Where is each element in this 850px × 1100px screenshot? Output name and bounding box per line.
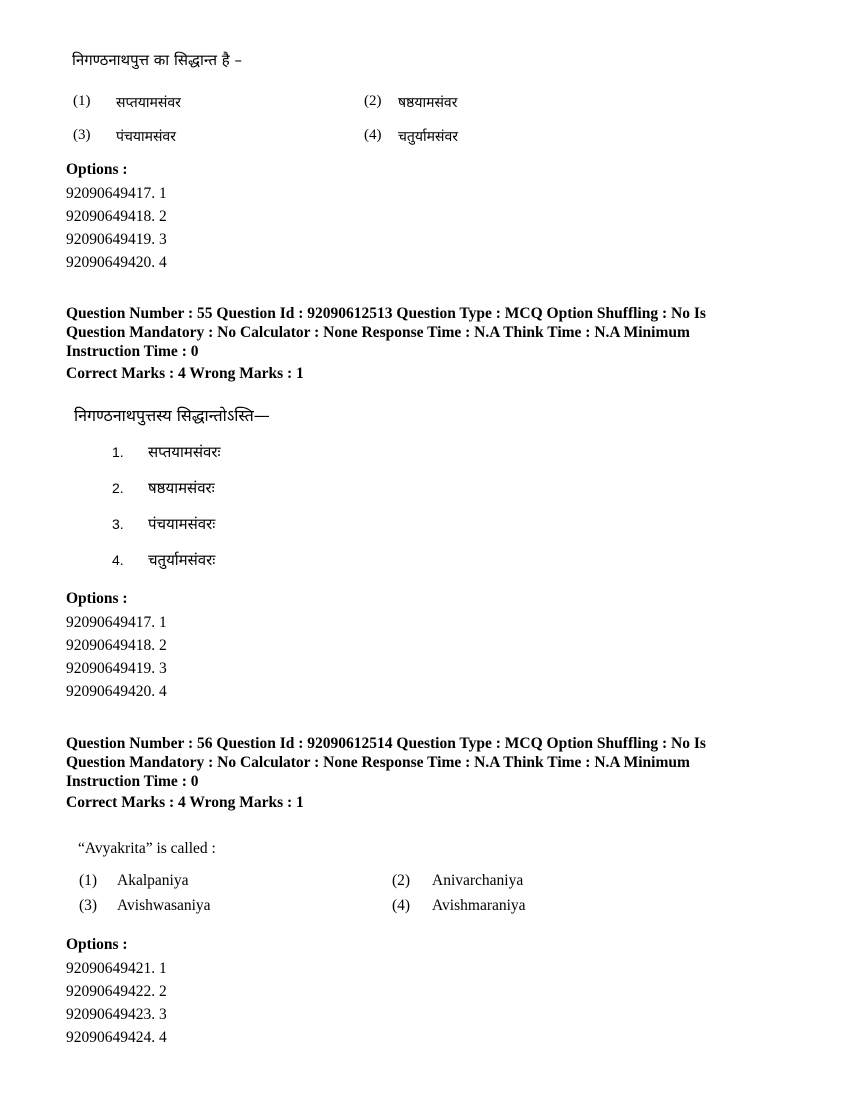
option-line: 92090649422. 2 — [66, 983, 167, 1000]
choice-number: 1. — [112, 444, 124, 460]
option-line: 92090649417. 1 — [66, 614, 167, 631]
choice-number: (4) — [392, 897, 411, 914]
choice-text: सप्तयामसंवर — [116, 95, 181, 111]
choice-number: 4. — [112, 552, 124, 568]
question-meta: Question Number : 55 Question Id : 92090612513 Question Type : MCQ Option Shuffling : No Is Question Mandatory : No Calculator : None Response Time : N.A Think Time : N.A Minimum Instruction Time : 0 — [66, 305, 706, 360]
choice-text: Avishmaraniya — [432, 897, 526, 914]
choice-text: सप्तयामसंवरः — [148, 443, 221, 461]
choice-number: 3. — [112, 516, 124, 532]
option-line: 92090649419. 3 — [66, 231, 167, 248]
choice-text: चतुर्यामसंवर — [398, 129, 458, 145]
marks-line: Correct Marks : 4 Wrong Marks : 1 — [66, 365, 304, 382]
option-line: 92090649421. 1 — [66, 960, 167, 977]
choice-text: पंचयामसंवरः — [148, 515, 216, 533]
choice-text: षष्ठयामसंवर — [398, 95, 458, 111]
choice-number: (3) — [73, 127, 91, 143]
options-label: Options : — [66, 590, 128, 607]
option-line: 92090649419. 3 — [66, 660, 167, 677]
choice-text: षष्ठयामसंवरः — [148, 479, 215, 497]
option-line: 92090649418. 2 — [66, 637, 167, 654]
choice-text: Akalpaniya — [117, 872, 189, 889]
choice-text: पंचयामसंवर — [116, 129, 176, 145]
question-text: “Avyakrita” is called : — [78, 840, 216, 857]
choice-number: (4) — [364, 127, 382, 143]
choice-number: (2) — [364, 93, 382, 109]
option-line: 92090649424. 4 — [66, 1029, 167, 1046]
question-meta: Question Number : 56 Question Id : 92090612514 Question Type : MCQ Option Shuffling : No Is Question Mandatory : No Calculator : None Response Time : N.A Think Time : N.A Minimum Instruction Time : 0 — [66, 735, 706, 790]
choice-number: (1) — [73, 93, 91, 109]
choice-text: चतुर्यामसंवरः — [148, 551, 216, 569]
choice-number: (1) — [79, 872, 98, 889]
choice-number: (2) — [392, 872, 411, 889]
choice-text: Avishwasaniya — [117, 897, 211, 914]
option-line: 92090649420. 4 — [66, 254, 167, 271]
option-line: 92090649418. 2 — [66, 208, 167, 225]
question-text: निगण्ठनाथपुत्तस्य सिद्धान्तोऽस्ति— — [74, 406, 270, 425]
options-label: Options : — [66, 161, 128, 178]
choice-number: 2. — [112, 480, 124, 496]
marks-line: Correct Marks : 4 Wrong Marks : 1 — [66, 794, 304, 811]
options-label: Options : — [66, 936, 128, 953]
question-text: निगण्ठनाथपुत्त का सिद्धान्त है – — [72, 51, 243, 69]
option-line: 92090649417. 1 — [66, 185, 167, 202]
choice-number: (3) — [79, 897, 98, 914]
option-line: 92090649420. 4 — [66, 683, 167, 700]
option-line: 92090649423. 3 — [66, 1006, 167, 1023]
choice-text: Anivarchaniya — [432, 872, 524, 889]
